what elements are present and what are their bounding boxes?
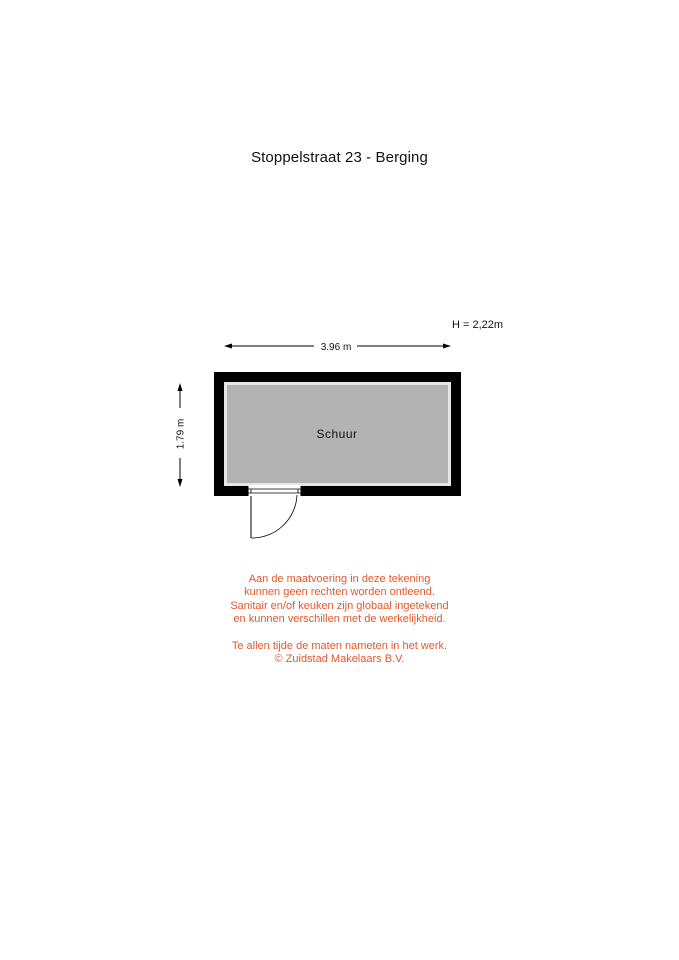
disclaimer <box>0 573 679 666</box>
depth-dimension <box>176 383 187 487</box>
copyright-line: © Zuidstad Makelaars B.V. <box>274 653 405 666</box>
arrow-right-icon <box>443 344 451 349</box>
disclaimer-line: Sanitair en/of keuken zijn globaal ingetekend <box>230 599 449 612</box>
door <box>248 485 301 538</box>
arrow-down-icon <box>178 479 183 487</box>
width-label: 3.96 m <box>320 342 352 353</box>
door-swing-arc <box>251 495 297 538</box>
floorplan-title: Stoppelstraat 23 - Berging <box>251 149 428 166</box>
disclaimer-line: en kunnen verschillen met de werkelijkheid. <box>233 613 446 626</box>
arrow-up-icon <box>178 383 183 391</box>
depth-label: 1.79 m <box>175 418 187 450</box>
room-label: Schuur <box>316 427 358 441</box>
ceiling-height-label: H = 2,22m <box>452 319 504 331</box>
arrow-left-icon <box>224 344 232 349</box>
width-dimension <box>224 342 451 353</box>
disclaimer-line: Te allen tijde de maten nameten in het werk. <box>231 639 448 652</box>
room-schuur <box>214 372 461 496</box>
disclaimer-line: Aan de maatvoering in deze tekening <box>248 573 431 585</box>
disclaimer-line: kunnen geen rechten worden ontleend. <box>244 586 435 599</box>
